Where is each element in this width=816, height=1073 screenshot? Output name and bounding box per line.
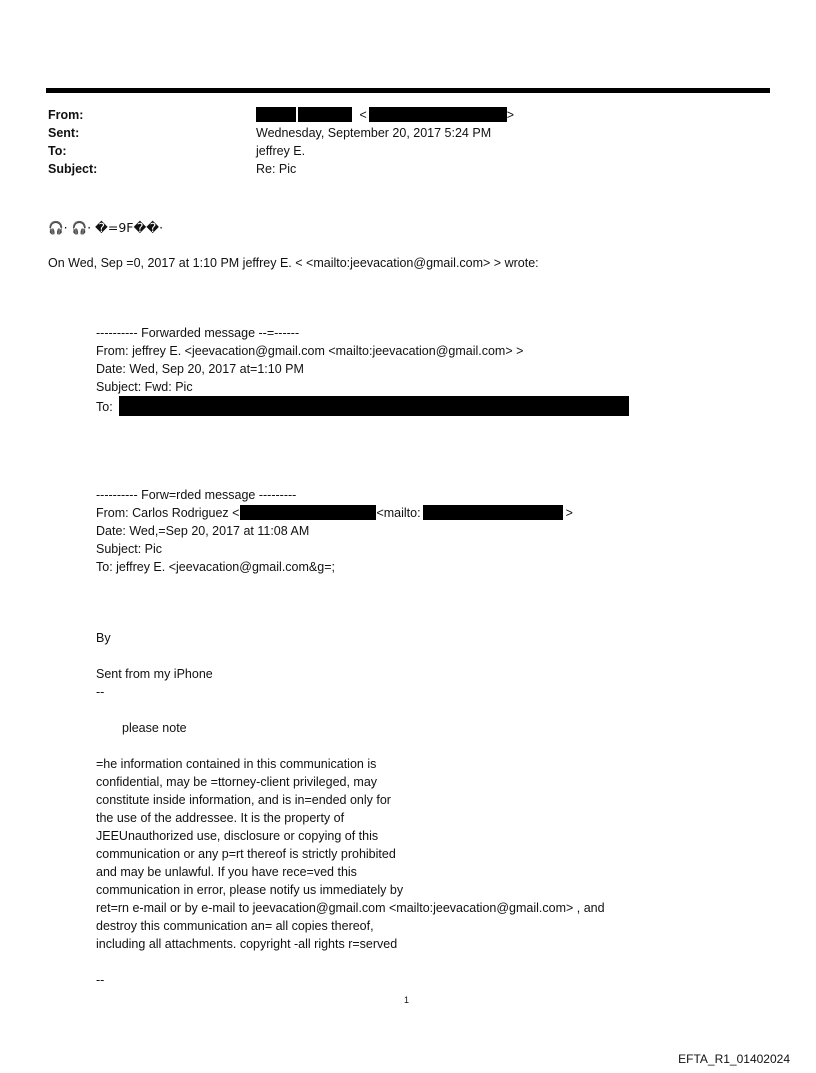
forward2-date: Date: Wed,=Sep 20, 2017 at 11:08 AM (96, 524, 310, 538)
forward1-date: Date: Wed, Sep 20, 2017 at=1:10 PM (96, 362, 304, 376)
from-label: From: (48, 108, 84, 122)
disclaimer-line: JEEUnauthorized use, disclosure or copying of this (96, 829, 379, 843)
disclaimer-line: communication or any p=rt thereof is strictly prohibited (96, 847, 396, 861)
forward2-from-end: > (565, 506, 573, 520)
redaction-block (423, 505, 563, 520)
disclaimer-line: constitute inside information, and is in=ended only for (96, 793, 391, 807)
please-note: please note (122, 721, 187, 735)
sent-from-iphone: Sent from my iPhone (96, 667, 213, 681)
forward1-title: ---------- Forwarded message --=------ (96, 326, 300, 340)
sent-value: Wednesday, September 20, 2017 5:24 PM (256, 126, 492, 140)
to-value: jeffrey E. (256, 144, 306, 158)
signature-dashes: -- (96, 685, 105, 699)
redaction-block (256, 107, 296, 122)
forward1-to (96, 396, 629, 416)
disclaimer-line: communication in error, please notify us immediately by (96, 883, 404, 897)
message-by: By (96, 631, 111, 645)
disclaimer-line: confidential, may be =ttorney-client privileged, may (96, 775, 378, 789)
forward2-from (96, 504, 573, 522)
from-bracket-open: < (359, 108, 367, 122)
subject-value: Re: Pic (256, 162, 297, 176)
disclaimer-line: destroy this communication an= all copies thereof, (96, 919, 374, 933)
forward2-to: To: jeffrey E. <jeevacation@gmail.com&g=; (96, 560, 335, 574)
disclaimer-line: including all attachments. copyright -all rights r=served (96, 937, 398, 951)
redaction-block (369, 107, 507, 122)
closing-dashes: -- (96, 973, 105, 987)
forward2-mailto: <mailto: (376, 506, 421, 520)
header-rule (46, 88, 770, 93)
page-number: 1 (404, 995, 410, 1005)
to-label: To: (48, 144, 67, 158)
document-id: EFTA_R1_01402024 (678, 1052, 790, 1066)
forward2-subject: Subject: Pic (96, 542, 163, 556)
redaction-block (298, 107, 352, 122)
subject-label: Subject: (48, 162, 98, 176)
forward1-to-label: To: (96, 400, 113, 414)
sent-label: Sent: (48, 126, 80, 140)
forward1-from: From: jeffrey E. <jeevacation@gmail.com <mailto:jeevacation@gmail.com> > (96, 344, 524, 358)
disclaimer-line: the use of the addressee. It is the property of (96, 811, 345, 825)
disclaimer-line: =he information contained in this communication is (96, 757, 377, 771)
from-bracket-close: > (506, 108, 515, 122)
disclaimer-line: and may be unlawful. If you have rece=ved this (96, 865, 357, 879)
redaction-block (119, 396, 629, 416)
forward1-subject: Subject: Fwd: Pic (96, 380, 193, 394)
garbled-text: 🎧· 🎧· �=9F��· (48, 220, 164, 235)
forward2-title: ---------- Forw=rded message --------- (96, 488, 297, 502)
disclaimer-line: ret=rn e-mail or by e-mail to jeevacation@gmail.com <mailto:jeevacation@gmail.com> , and (96, 901, 605, 915)
quoted-intro: On Wed, Sep =0, 2017 at 1:10 PM jeffrey E. < <mailto:jeevacation@gmail.com> > wrote: (48, 256, 539, 270)
redaction-block (240, 505, 376, 520)
forward2-from-prefix: From: Carlos Rodriguez < (96, 506, 240, 520)
from-value (256, 106, 514, 124)
